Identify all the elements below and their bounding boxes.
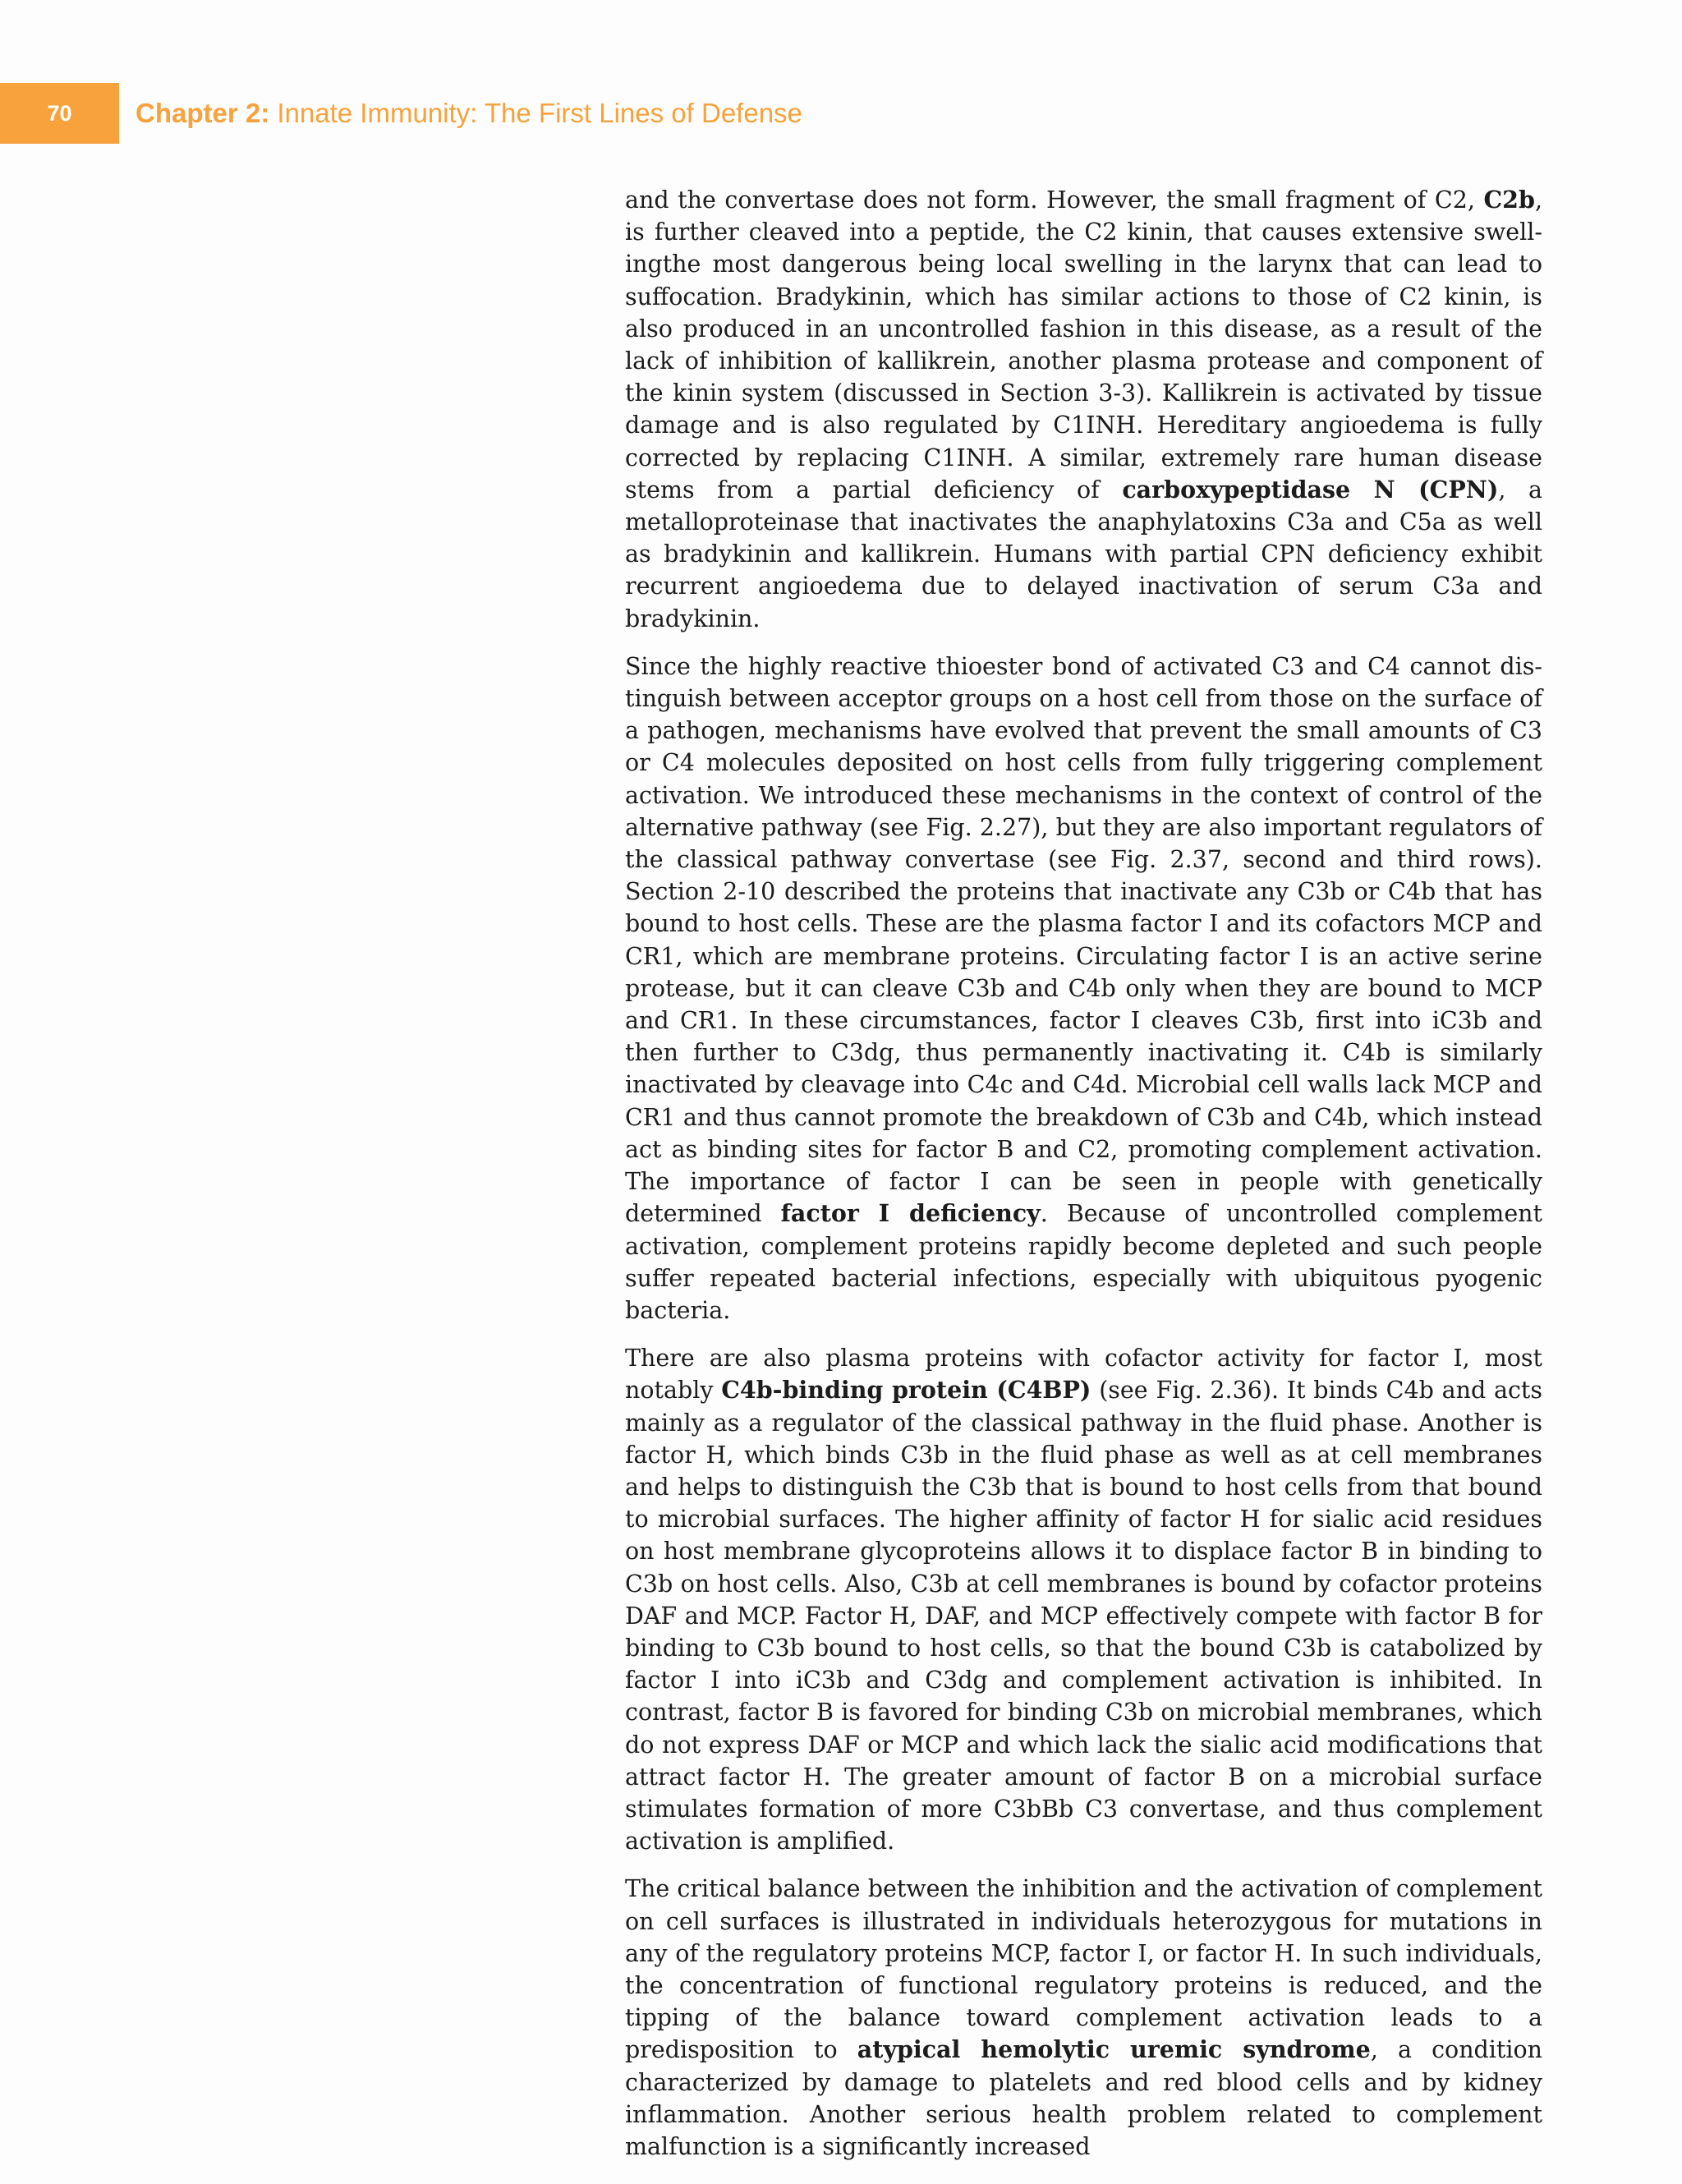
bold-term-ahus: atypical hemolytic uremic syndrome: [857, 2035, 1371, 2064]
page-number-badge: [0, 83, 119, 144]
page-number: 70: [47, 100, 72, 126]
paragraph-2: [625, 651, 1542, 1326]
bold-term-c4bp: C4b-binding protein (C4BP): [721, 1376, 1091, 1405]
text-segment: , is further cleaved into a peptide, the C2 kinin, that causes extensive swellingthe most dangerous being local swelling in the larynx that can lead to suffocation. Bradykinin, which has similar actions to those of C2 kinin, is also produced in an uncontrolled fashion in this disease, as a result of the lack of inhibition of kallikrein, another plasma protease and component of the kinin system (discussed in Section 3-3). Kallikrein is activated by tissue damage and is also regulated by C1INH. Hereditary angioedema is fully corrected by replacing C1INH. A similar, extremely rare human disease stems from a partial deficiency of: [625, 186, 1542, 503]
text-segment: and the convertase does not form. However, the small fragment of C2,: [625, 186, 1484, 214]
bold-term-c2b: C2b: [1483, 186, 1535, 214]
chapter-label: Chapter 2:: [136, 98, 270, 128]
chapter-title: Innate Immunity: The First Lines of Defense: [277, 98, 802, 128]
paragraph-3: [625, 1342, 1542, 1857]
text-segment: , a metalloproteinase that inactivates the anaphylatoxins C3a and C5a as well as bradykinin and kallikrein. Humans with partial CPN deficiency exhibit recurrent angioedema due to delayed inactivation of serum C3a and bradykinin.: [625, 476, 1542, 632]
body-text-column: [625, 184, 1542, 2178]
text-segment: Since the highly reactive thioester bond of activated C3 and C4 cannot distinguish between acceptor groups on a host cell from those on the surface of a pathogen, mechanisms have evolved that prevent the small amounts of C3 or C4 molecules deposited on host cells from fully triggering complement activation. We introduced these mechanisms in the context of control of the alternative pathway (see Fig. 2.27), but they are also important regulators of the classical pathway convertase (see Fig. 2.37, second and third rows). Section 2-10 described the proteins that inactivate any C3b or C4b that has bound to host cells. These are the plasma factor I and its cofactors MCP and CR1, which are membrane proteins. Circulating factor I is an active serine protease, but it can cleave C3b and C4b only when they are bound to MCP and CR1. In these circumstances, factor I cleaves C3b, first into iC3b and then further to C3dg, thus permanently inactivating it. C4b is similarly inactivated by cleavage into C4c and C4d. Microbial cell walls lack MCP and CR1 and thus cannot promote the breakdown of C3b and C4b, which instead act as binding sites for factor B and C2, promoting complement activation. The importance of factor I can be seen in people with genetically determined: [625, 652, 1542, 1228]
text-segment: . Because of uncontrolled complement activation, complement proteins rapidly become depleted and such people suffer repeated bacterial infections, especially with ubiquitous pyogenic bacteria.: [625, 1200, 1542, 1324]
bold-term-cpn: carboxypeptidase N (CPN): [1122, 475, 1499, 503]
running-header: [136, 94, 802, 133]
text-segment: The critical balance between the inhibition and the activation of complement on cell surfaces is illustrated in individuals heterozygous for mutations in any of the regulatory proteins MCP, factor I, or factor H. In such individuals, the concentration of functional regulatory proteins is reduced, and the tipping of the balance toward complement activation leads to a predisposition to: [625, 1875, 1542, 2064]
paragraph-1: [625, 184, 1542, 635]
bold-term-factor-i-deficiency: factor I deficiency: [780, 1199, 1041, 1228]
text-segment: , a condition characterized by damage to platelets and red blood cells and by kidney inflammation. Another serious health problem related to complement malfunction is a significantly increased: [625, 2036, 1542, 2160]
text-segment: (see Fig. 2.36). It binds C4b and acts mainly as a regulator of the classical pathway in the fluid phase. Another is factor H, which binds C3b in the fluid phase as well as at cell membranes and helps to distinguish the C3b that is bound to host cells from that bound to microbial surfaces. The higher affinity of factor H for sialic acid residues on host membrane glycoproteins allows it to displace factor B in binding to C3b on host cells. Also, C3b at cell membranes is bound by cofactor proteins DAF and MCP. Factor H, DAF, and MCP effectively compete with factor B for binding to C3b bound to host cells, so that the bound C3b is catabolized by factor I into iC3b and C3dg and complement activation is inhibited. In contrast, factor B is favored for binding C3b on microbial membranes, which do not express DAF or MCP and which lack the sialic acid modifications that attract factor H. The greater amount of factor B on a microbial surface stimulates formation of more C3bBb C3 convertase, and thus complement activation is amplified.: [625, 1377, 1542, 1855]
text-segment: There are also plasma proteins with cofactor activity for factor I, most notably: [625, 1345, 1542, 1405]
paragraph-4: [625, 1873, 1542, 2163]
